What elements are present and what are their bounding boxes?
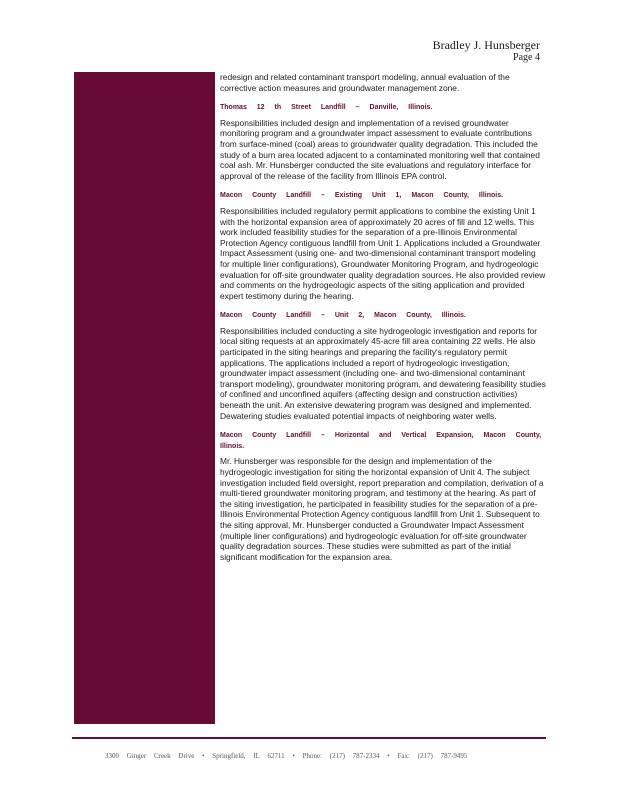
project-entry	[220, 191, 546, 301]
project-description: Responsibilities included regulatory permit applications to combine the existing Unit 1 with the horizontal expansion area of approximately 20 acres of fill and 12 wells. This work included feasibility studies for the separation of a pre-Illinois Environmental Protection Agency contiguous landfill from Unit 1. Applications included a Groundwater Impact Assessment (using one- and two-dimensional contaminant transport modeling for multiple liner configurations), Groundwater Monitoring Program, and hydrogeologic evaluation for off-site groundwater quality degradation sources. He also provided review and comments on the hydrogeologic aspects of the siting application and provided expert testimony during the hearing.	[220, 205, 546, 301]
author-name: Bradley J. Hunsberger	[432, 38, 540, 52]
project-title: Macon County Landfill – Existing Unit 1, Macon County, Illinois.	[220, 192, 504, 200]
project-description: Responsibilities included design and implementation of a revised groundwater monitoring program and a groundwater impact assessment to evaluate contributions from surface-mined (coal) areas to groundwater quality degradation. This included the study of a burn area located adjacent to a contaminated monitoring well that contained coal ash. Mr. Hunsberger conducted the site evaluations and regulatory interface for approval of the release of the facility from Illinois EPA control.	[220, 117, 540, 181]
project-entry	[220, 103, 546, 181]
page-number: Page 4	[513, 52, 540, 63]
project-entry	[220, 431, 546, 562]
project-title: Thomas 12 th Street Landfill – Danville, Illinois.	[220, 104, 433, 112]
footer-divider	[72, 737, 546, 739]
project-entry	[220, 311, 546, 421]
footer-contact: 3300 Ginger Creek Drive • Springfield, IL 62711 • Phone: (217) 787-2334 • Fax: (217) 787-9495	[105, 752, 468, 760]
page-header	[433, 38, 540, 64]
project-title: Macon County Landfill – Unit 2, Macon County, Illinois.	[220, 312, 466, 320]
resume-content	[220, 72, 546, 572]
project-description: Responsibilities included conducting a site hydrogeologic investigation and reports for local siting requests at an approximately 45-acre fill area containing 22 wells. He also participated in the siting hearings and preparing the facility's regulatory permit applications. The applications included a report of hydrogeologic investigation, groundwater impact assessment (including one- and two-dimensional contaminant transport modeling), groundwater monitoring program, and dewatering feasibility studies of confined and unconfined aquifers (affecting design and construction activities) beneath the unit. An extensive dewatering program was designed and implemented. Dewatering studies evaluated potential impacts of neighboring water wells.	[220, 325, 546, 421]
sidebar-accent-bar	[74, 72, 215, 724]
project-title: Macon County Landfill – Horizontal and Vertical Expansion, Macon County, Illinois.	[220, 432, 542, 450]
project-description: Mr. Hunsberger was responsible for the design and implementation of the hydrogeologic investigation for siting the horizontal expansion of Unit 4. The subject investigation included field oversight, report preparation and compilation, derivation of a multi-tiered groundwater monitoring program, and testimony at the hearing. As part of the siting investigation, he participated in feasibility studies for the separation of a pre-Illinois Environmental Protection Agency contiguous landfill from Unit 1. Subsequent to the siting approval, Mr. Hunsberger conducted a Groundwater Impact Assessment (multiple liner configurations) and hydrogeologic evaluation for off-site groundwater quality degradation sources. These studies were submitted as part of the initial significant modification for the expansion area.	[220, 456, 544, 562]
intro-paragraph: redesign and related contaminant transport modeling, annual evaluation of the corrective action measures and groundwater management zone.	[220, 72, 510, 93]
